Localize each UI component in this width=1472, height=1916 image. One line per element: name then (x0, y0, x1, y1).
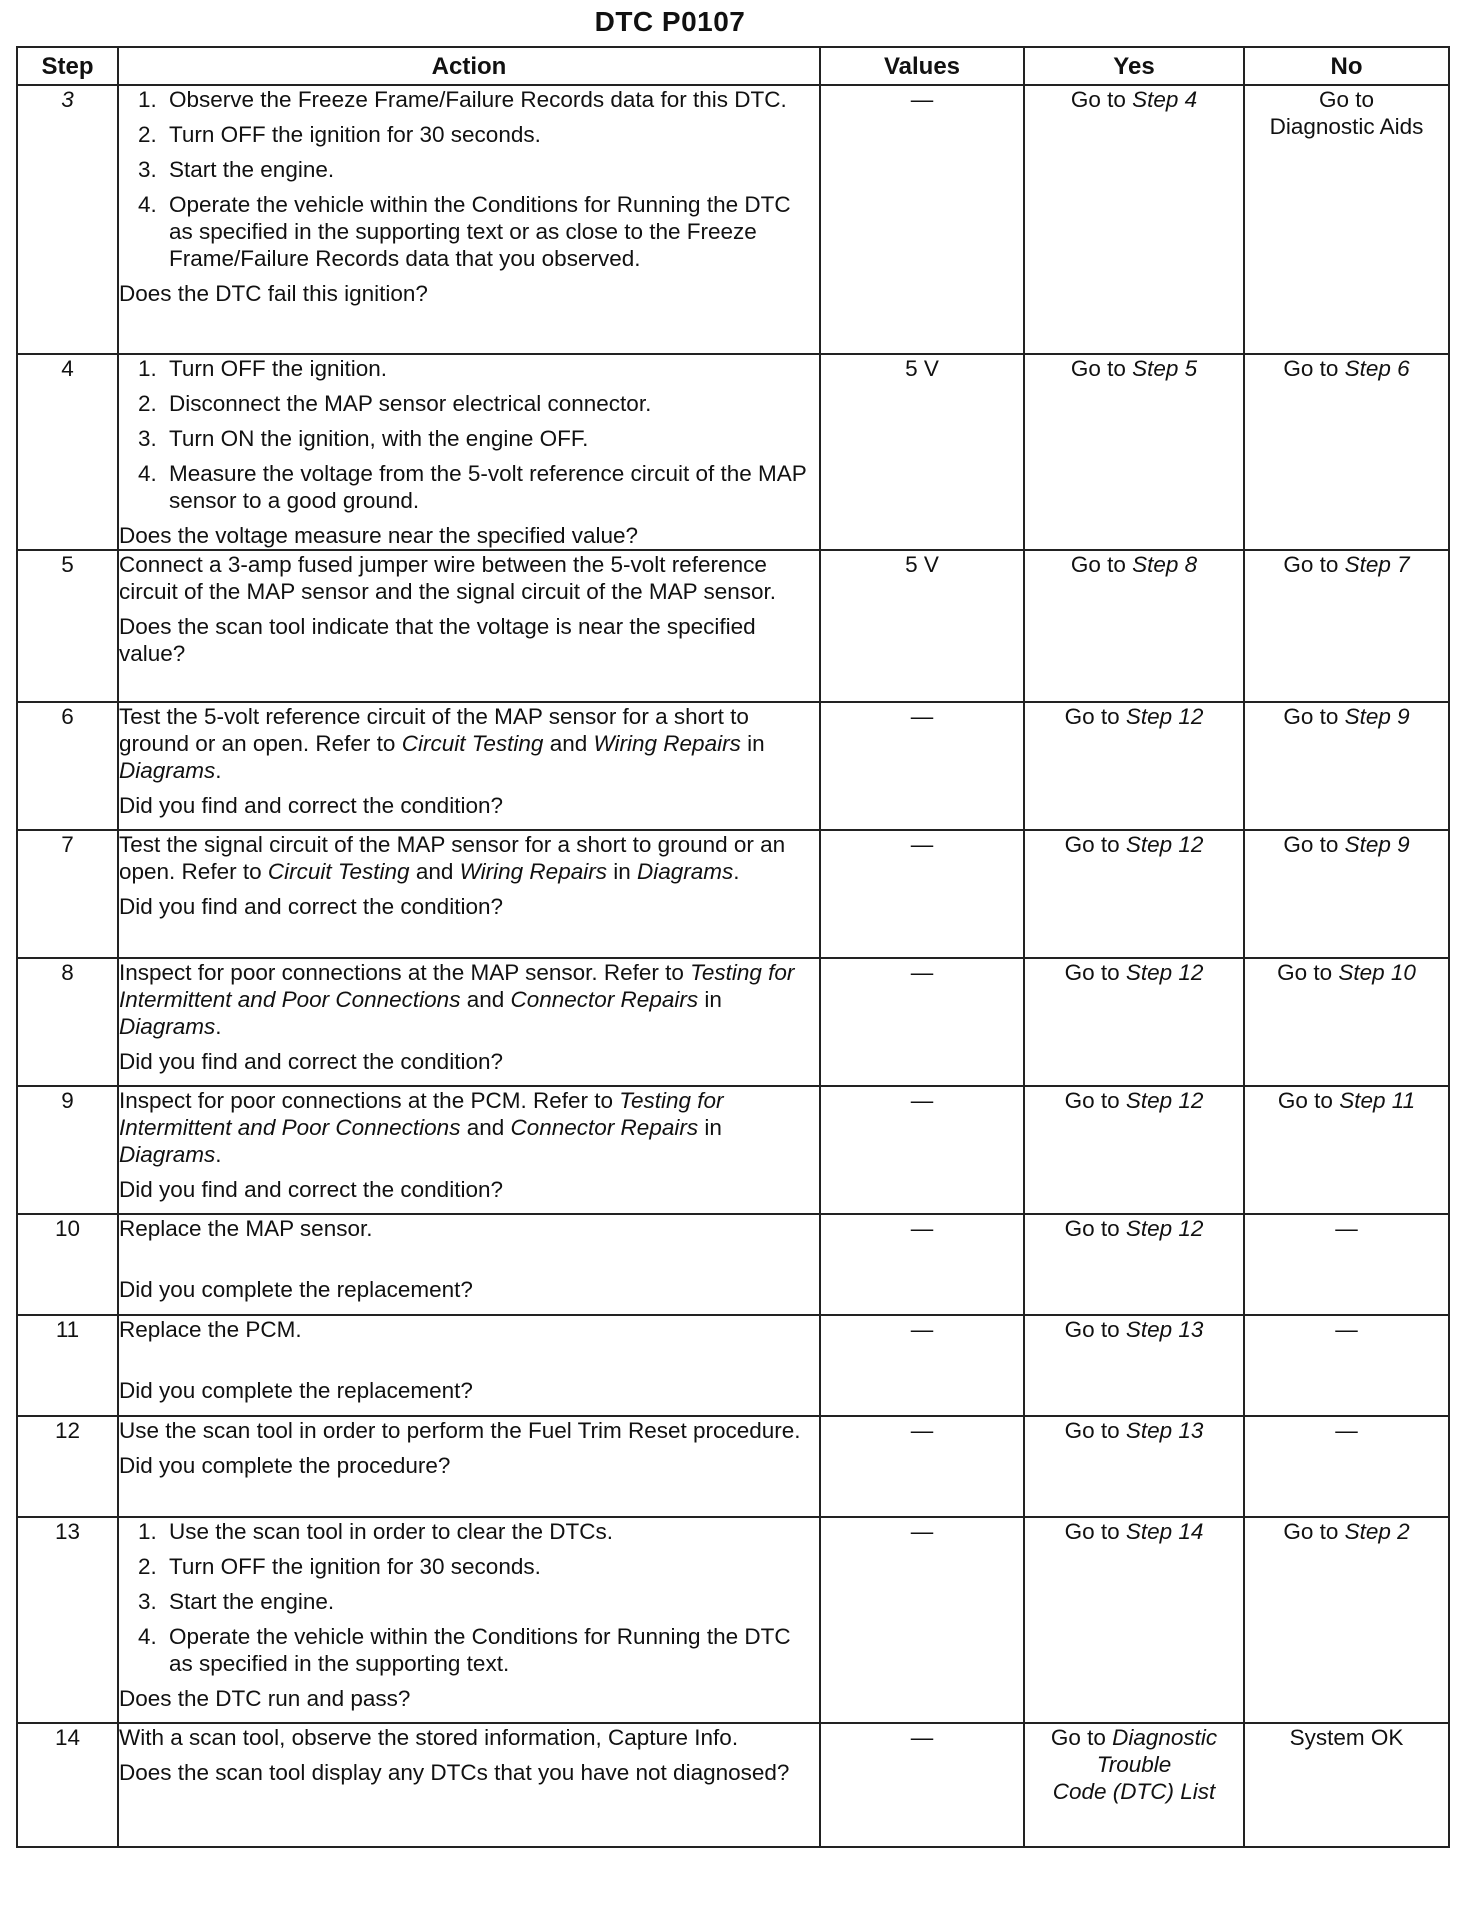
step-number: 13 (17, 1517, 118, 1723)
step-number: 8 (17, 958, 118, 1086)
action-text: Test the signal circuit of the MAP sensor for a short to ground or an open. Refer to Circuit Testing and Wiring Repairs in Diagrams. (119, 832, 786, 884)
step-number: 9 (17, 1086, 118, 1214)
yes-prefix: Go to (1070, 356, 1133, 381)
question: Does the scan tool indicate that the voltage is near the specified value? (119, 614, 756, 666)
yes-cell (1024, 702, 1244, 830)
step-link[interactable]: Step 6 (1344, 356, 1410, 381)
action-cell (118, 1315, 820, 1416)
values-cell: — (820, 830, 1024, 958)
header-action: Action (118, 47, 820, 85)
question: Did you find and correct the condition? (119, 1177, 503, 1202)
action-cell (118, 1723, 820, 1847)
table-row (17, 1315, 1449, 1416)
yes-cell (1024, 830, 1244, 958)
no-cell (1244, 1517, 1449, 1723)
table-row (17, 702, 1449, 830)
table-row (17, 1416, 1449, 1517)
instruction-list (119, 86, 819, 272)
reference-link[interactable]: Connector Repairs (510, 1115, 699, 1140)
action-cell (118, 85, 820, 354)
question: Does the DTC run and pass? (119, 1686, 411, 1711)
action-text: Replace the MAP sensor. (119, 1216, 373, 1241)
list-item: 2. Disconnect the MAP sensor electrical connector. (163, 390, 819, 417)
no-cell (1244, 1086, 1449, 1214)
yes-cell (1024, 958, 1244, 1086)
reference-link[interactable]: Wiring Repairs (593, 731, 741, 756)
values-cell: — (820, 1416, 1024, 1517)
reference-link[interactable]: Diagrams (119, 1142, 216, 1167)
step-number: 14 (17, 1723, 118, 1847)
dtc-table (16, 46, 1450, 1848)
reference-link[interactable]: Diagrams (119, 758, 216, 783)
list-item: 1. Turn OFF the ignition. (163, 355, 819, 382)
list-item: 3. Start the engine. (163, 156, 819, 183)
step-link[interactable]: Step 12 (1125, 960, 1204, 985)
question: Does the voltage measure near the specified value? (119, 523, 639, 548)
step-link[interactable]: Step 12 (1125, 832, 1204, 857)
yes-prefix: Go to (1064, 960, 1126, 985)
action-text: Test the 5-volt reference circuit of the MAP sensor for a short to ground or an open. Refer to Circuit Testing and Wiring Repairs in Diagrams. (119, 704, 765, 783)
step-link[interactable]: Step 10 (1338, 960, 1416, 985)
action-text: Inspect for poor connections at the PCM. Refer to Testing for Intermittent and Poor Connections and Connector Repairs in Diagrams. (119, 1088, 724, 1167)
step-number: 6 (17, 702, 118, 830)
no-cell (1244, 702, 1449, 830)
action-text: Use the scan tool in order to perform the Fuel Trim Reset procedure. (119, 1418, 801, 1443)
yes-prefix: Go to (1064, 1519, 1126, 1544)
reference-link[interactable]: Circuit Testing (267, 859, 410, 884)
action-cell (118, 1086, 820, 1214)
action-cell (118, 354, 820, 550)
values-cell: — (820, 1086, 1024, 1214)
action-cell (118, 1416, 820, 1517)
question: Did you complete the procedure? (119, 1453, 451, 1478)
question: Does the scan tool display any DTCs that you have not diagnosed? (119, 1760, 790, 1785)
reference-link[interactable]: Diagrams (636, 859, 734, 884)
step-link[interactable]: Step 12 (1125, 1216, 1204, 1241)
action-text: Inspect for poor connections at the MAP sensor. Refer to Testing for Intermittent and Poor Connections and Connector Repairs in Diagrams. (119, 960, 795, 1039)
values-cell: 5 V (820, 550, 1024, 702)
list-item: 1. Observe the Freeze Frame/Failure Records data for this DTC. (163, 86, 819, 113)
step-number: 12 (17, 1416, 118, 1517)
step-link[interactable]: Step 8 (1132, 552, 1198, 577)
header-no: No (1244, 47, 1449, 85)
action-text: With a scan tool, observe the stored information, Capture Info. (119, 1725, 739, 1750)
no-line: Go to (1318, 87, 1375, 112)
table-row (17, 1086, 1449, 1214)
question: Did you complete the replacement? (119, 1277, 473, 1302)
values-cell: — (820, 1214, 1024, 1315)
table-row (17, 550, 1449, 702)
step-number: 3 (17, 85, 118, 354)
step-number: 5 (17, 550, 118, 702)
list-item: 2. Turn OFF the ignition for 30 seconds. (163, 121, 819, 148)
step-link[interactable]: Step 13 (1125, 1317, 1204, 1342)
reference-link[interactable]: Wiring Repairs (459, 859, 607, 884)
question: Did you find and correct the condition? (119, 1049, 503, 1074)
step-number: 10 (17, 1214, 118, 1315)
list-item: 1. Use the scan tool in order to clear the DTCs. (163, 1518, 819, 1545)
step-link[interactable]: Step 9 (1344, 704, 1410, 729)
step-number: 7 (17, 830, 118, 958)
yes-prefix: Go to (1064, 832, 1126, 857)
step-link[interactable]: Step 12 (1125, 704, 1204, 729)
action-text: Replace the PCM. (119, 1317, 302, 1342)
yes-cell (1024, 85, 1244, 354)
reference-link[interactable]: Connector Repairs (510, 987, 699, 1012)
action-text: Connect a 3-amp fused jumper wire between the 5-volt reference circuit of the MAP sensor and the signal circuit of the MAP sensor. (119, 552, 776, 604)
reference-link[interactable]: Testing for Intermittent and Poor Connections (119, 1088, 724, 1140)
table-row (17, 958, 1449, 1086)
list-item: 3. Turn ON the ignition, with the engine OFF. (163, 425, 819, 452)
step-link[interactable]: Step 11 (1339, 1088, 1416, 1113)
yes-cell (1024, 1214, 1244, 1315)
table-row (17, 85, 1449, 354)
values-cell: — (820, 85, 1024, 354)
step-link[interactable]: Step 2 (1344, 1519, 1410, 1544)
no-cell (1244, 958, 1449, 1086)
reference-link[interactable]: Testing for Intermittent and Poor Connections (119, 960, 795, 1012)
yes-cell (1024, 354, 1244, 550)
yes-prefix: Go to (1064, 1088, 1126, 1113)
no-prefix: Go to (1283, 832, 1345, 857)
question: Did you complete the replacement? (119, 1378, 473, 1403)
no-prefix: Go to (1283, 704, 1345, 729)
step-link[interactable]: Step 5 (1132, 356, 1198, 381)
list-item: 4. Operate the vehicle within the Conditions for Running the DTC as specified in the supporting text or as close to the Freeze Frame/Failure Records data that you observed. (163, 191, 819, 272)
instruction-list (119, 355, 819, 514)
reference-link[interactable]: Circuit Testing (401, 731, 544, 756)
step-number: 4 (17, 354, 118, 550)
step-link[interactable]: Step 12 (1125, 1088, 1204, 1113)
question: Did you find and correct the condition? (119, 894, 503, 919)
no-prefix: Go to (1283, 1519, 1345, 1544)
yes-prefix: Go to (1050, 1725, 1113, 1750)
dtc-list-link[interactable]: Diagnostic (1112, 1725, 1218, 1750)
action-cell (118, 702, 820, 830)
no-cell: System OK (1244, 1723, 1449, 1847)
action-cell (118, 550, 820, 702)
step-link[interactable]: Step 14 (1125, 1519, 1204, 1544)
table-row (17, 1723, 1449, 1847)
no-prefix: Go to (1283, 552, 1345, 577)
no-cell: — (1244, 1416, 1449, 1517)
yes-prefix: Go to (1070, 87, 1133, 112)
no-prefix: Go to (1283, 356, 1345, 381)
yes-prefix: Go to (1064, 704, 1126, 729)
values-cell: 5 V (820, 354, 1024, 550)
dtc-list-link[interactable]: Code (DTC) List (1052, 1779, 1216, 1804)
question: Did you find and correct the condition? (119, 793, 503, 818)
yes-prefix: Go to (1070, 552, 1133, 577)
no-prefix: Go to (1277, 1088, 1340, 1113)
list-item: 4. Measure the voltage from the 5-volt reference circuit of the MAP sensor to a good ground. (163, 460, 819, 514)
yes-cell (1024, 1517, 1244, 1723)
dtc-list-link[interactable]: Trouble (1096, 1752, 1172, 1777)
yes-cell (1024, 550, 1244, 702)
step-link[interactable]: Step 4 (1132, 87, 1198, 112)
table-row (17, 1214, 1449, 1315)
diagnostic-aids-link[interactable]: Diagnostic Aids (1269, 114, 1424, 139)
step-link[interactable]: Step 9 (1344, 832, 1410, 857)
no-cell (1244, 550, 1449, 702)
document-title: DTC P0107 (594, 6, 746, 37)
action-cell (118, 958, 820, 1086)
no-cell (1244, 354, 1449, 550)
no-cell: — (1244, 1315, 1449, 1416)
no-cell: — (1244, 1214, 1449, 1315)
header-values: Values (820, 47, 1024, 85)
action-cell (118, 1214, 820, 1315)
yes-cell (1024, 1416, 1244, 1517)
values-cell: — (820, 702, 1024, 830)
no-prefix: Go to (1277, 960, 1339, 985)
step-number: 11 (17, 1315, 118, 1416)
table-row (17, 1517, 1449, 1723)
values-cell: — (820, 1723, 1024, 1847)
table-row (17, 830, 1449, 958)
header-yes: Yes (1024, 47, 1244, 85)
header-step: Step (17, 47, 118, 85)
header-row (17, 47, 1449, 85)
step-link[interactable]: Step 13 (1125, 1418, 1204, 1443)
values-cell: — (820, 1315, 1024, 1416)
values-cell: — (820, 1517, 1024, 1723)
list-item: 4. Operate the vehicle within the Conditions for Running the DTC as specified in the supporting text. (163, 1623, 819, 1677)
list-item: 3. Start the engine. (163, 1588, 819, 1615)
yes-prefix: Go to (1064, 1418, 1126, 1443)
step-link[interactable]: Step 7 (1344, 552, 1410, 577)
action-cell (118, 1517, 820, 1723)
question: Does the DTC fail this ignition? (119, 281, 428, 306)
table-row (17, 354, 1449, 550)
list-item: 2. Turn OFF the ignition for 30 seconds. (163, 1553, 819, 1580)
action-cell (118, 830, 820, 958)
reference-link[interactable]: Diagrams (119, 1014, 216, 1039)
values-cell: — (820, 958, 1024, 1086)
yes-cell (1024, 1086, 1244, 1214)
no-cell (1244, 85, 1449, 354)
no-cell (1244, 830, 1449, 958)
instruction-list (119, 1518, 819, 1677)
yes-cell (1024, 1723, 1244, 1847)
yes-prefix: Go to (1064, 1216, 1126, 1241)
yes-cell (1024, 1315, 1244, 1416)
yes-prefix: Go to (1064, 1317, 1126, 1342)
